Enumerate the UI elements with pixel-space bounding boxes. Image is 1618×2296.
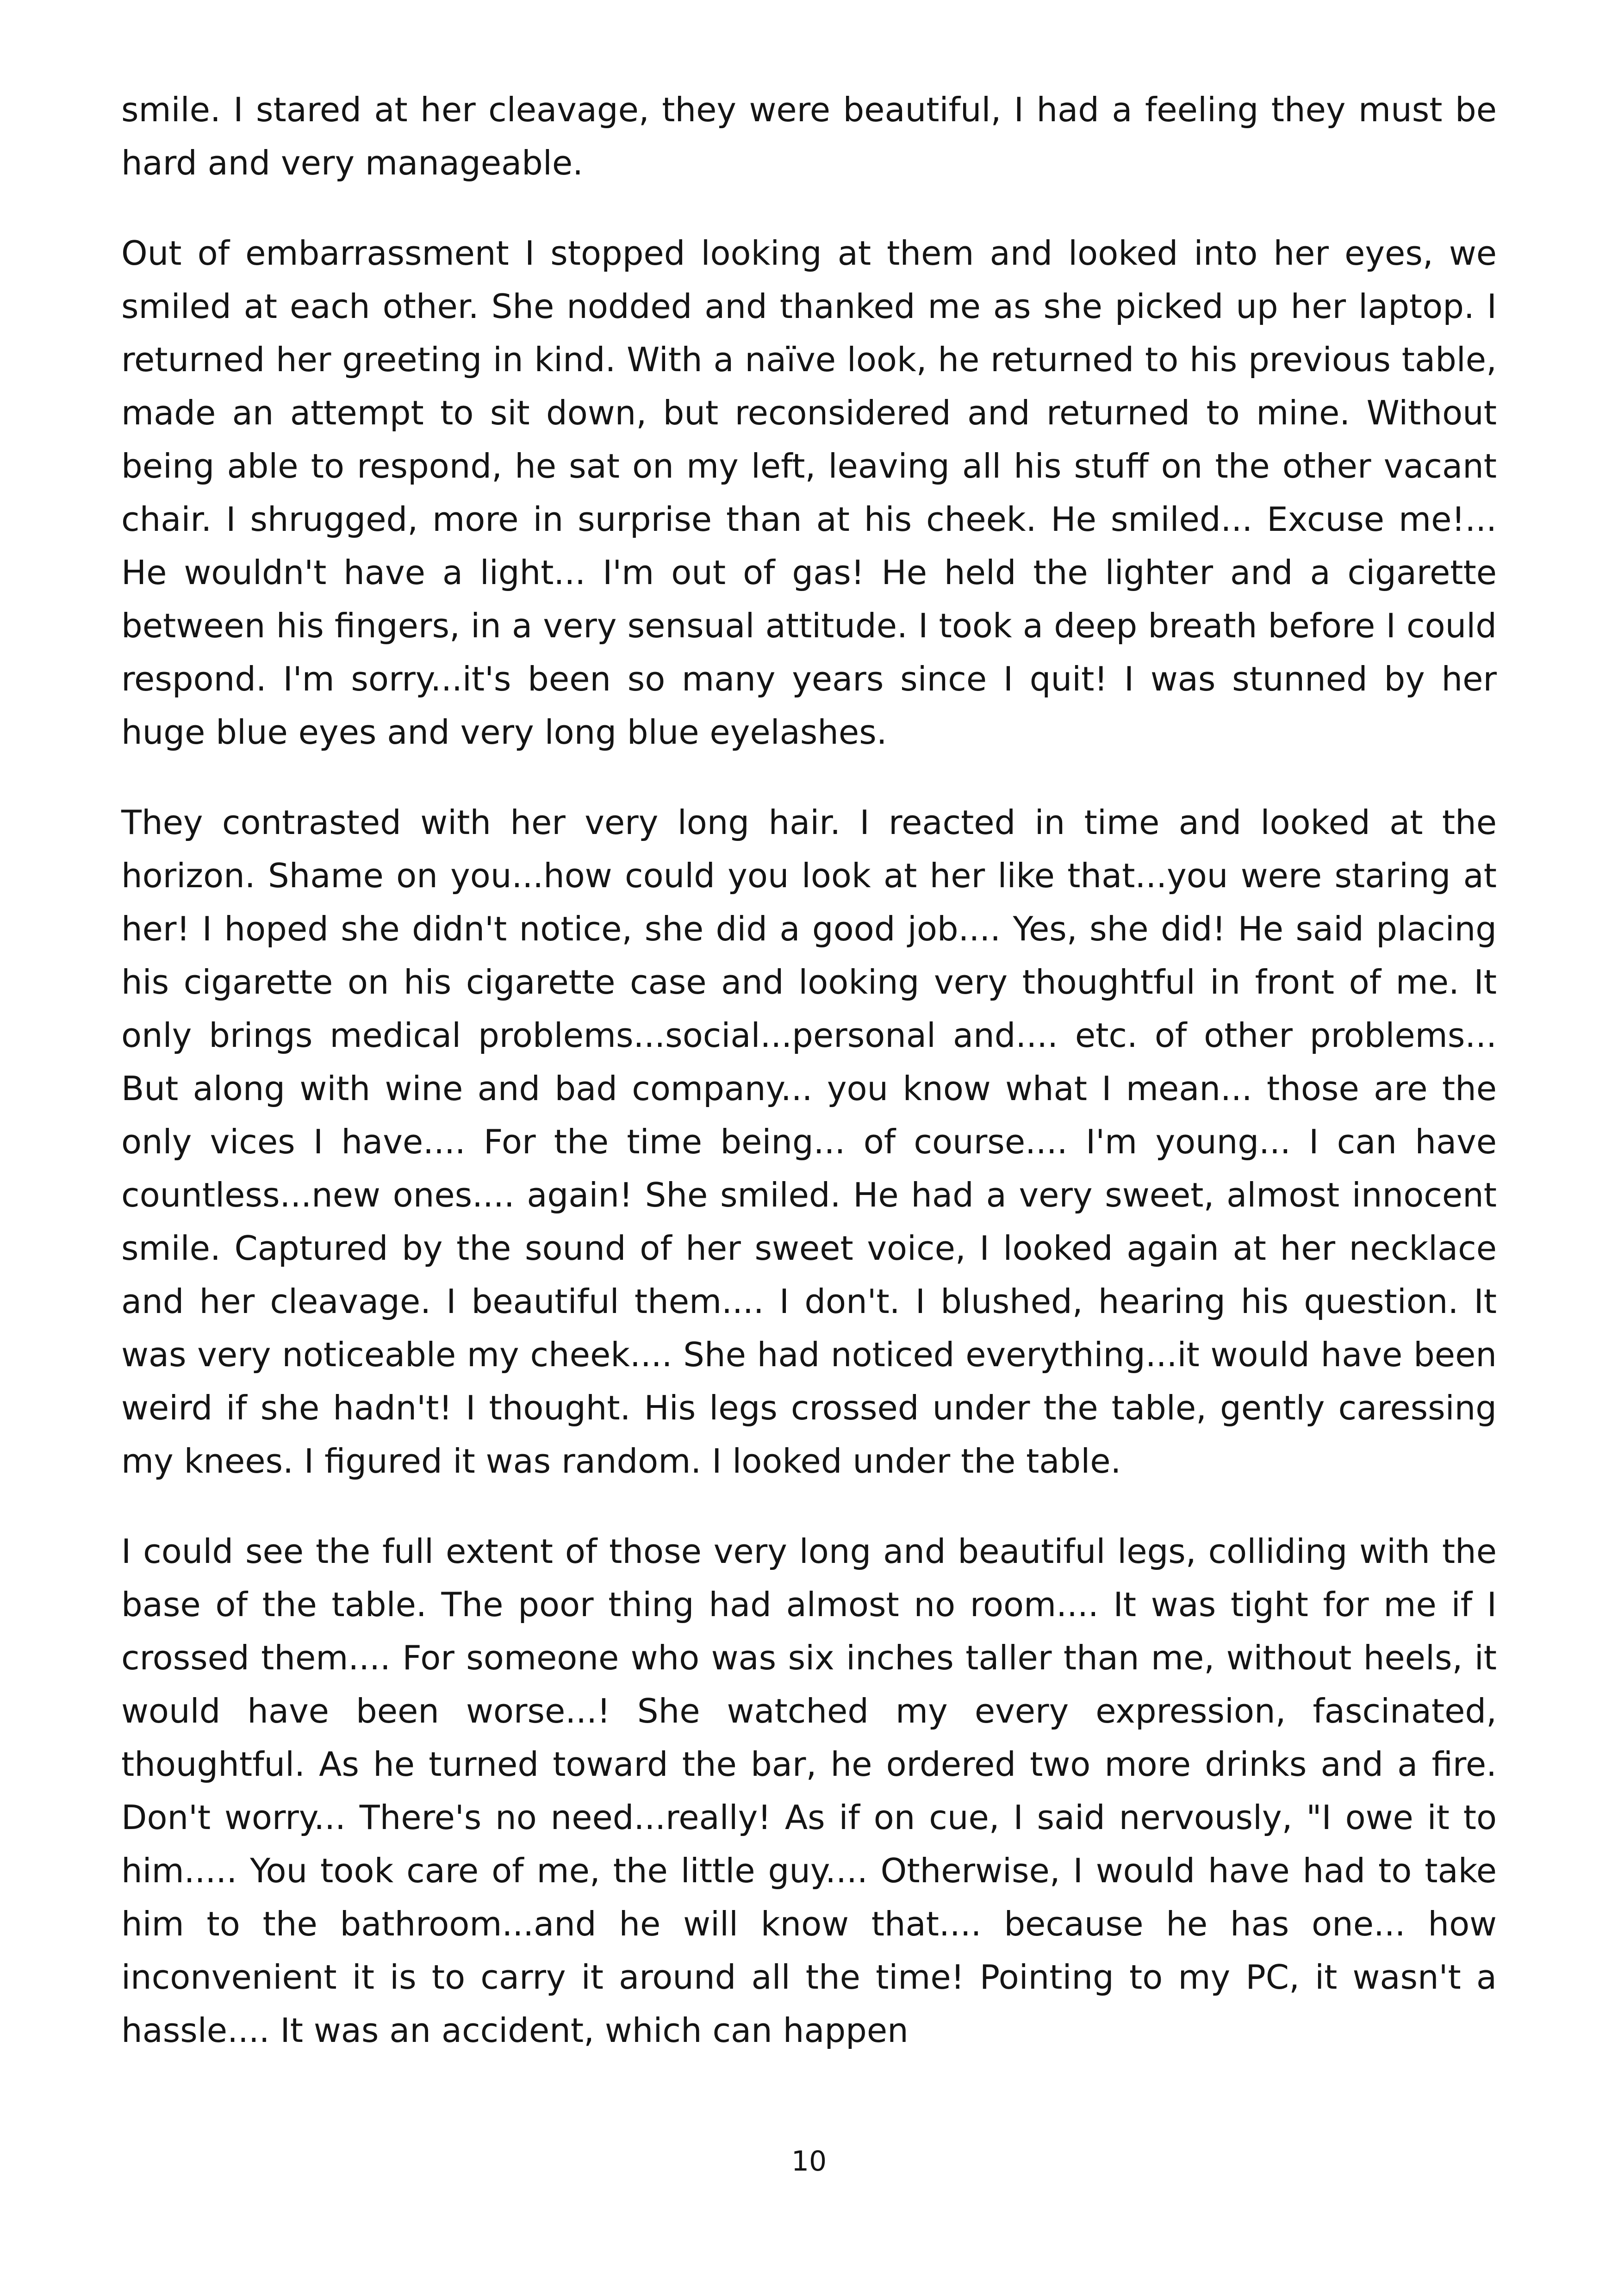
page-number: 10 <box>791 2145 827 2178</box>
paragraph-4: I could see the full extent of those very long and beautiful legs, colliding with the base of the table. The poor thing had almost no room.... It was tight for me if I crossed them.... For someone who was six inches taller than me, without heels, it would have been worse...! She watched my every expression, fascinated, thoughtful. As he turned toward the bar, he ordered two more drinks and a fire. Don't worry... There's no need...really! As if on cue, I said nervously, "I owe it to him..... You took care of me, the little guy.... Otherwise, I would have had to take him to the bathroom...and he will know that.... because he has one... how inconvenient it is to carry it around all the time! Pointing to my PC, it wasn't a hassle.... It was an accident, which can happen <box>121 1532 1497 2050</box>
paragraph-2: Out of embarrassment I stopped looking at them and looked into her eyes, we smiled at each other. She nodded and thanked me as she picked up her laptop. I returned her greeting in kind. With a naïve look, he returned to his previous table, made an attempt to sit down, but reconsidered and returned to mine. Without being able to respond, he sat on my left, leaving all his stuff on the other vacant chair. I shrugged, more in surprise than at his cheek. He smiled... Excuse me!... He wouldn't have a light... I'm out of gas! He held the lighter and a cigarette between his fingers, in a very sensual attitude. I took a deep breath before I could respond. I'm sorry...it's been so many years since I quit! I was stunned by her huge blue eyes and very long blue eyelashes. <box>121 234 1497 752</box>
paragraph-3: They contrasted with her very long hair. I reacted in time and looked at the horizon. Shame on you...how could you look at her like that...you were staring at her! I hoped she didn't notice, she did a good job.... Yes, she did! He said placing his cigarette on his cigarette case and looking very thoughtful in front of me. It only brings medical problems...social...personal and.... etc. of other problems... But along with wine and bad company... you know what I mean... those are the only vices I have.... For the time being... of course.... I'm young... I can have countless...new ones.... again! She smiled. He had a very sweet, almost innocent smile. Captured by the sound of her sweet voice, I looked again at her necklace and her cleavage. I beautiful them.... I don't. I blushed, hearing his question. It was very noticeable my cheek.... She had noticed everything...it would have been weird if she hadn't! I thought. His legs crossed under the table, gently caressing my knees. I figured it was random. I looked under the table. <box>121 803 1497 1481</box>
paragraph-1: smile. I stared at her cleavage, they were beautiful, I had a feeling they must be hard and very manageable. <box>121 90 1497 182</box>
body-text <box>121 83 1497 2094</box>
